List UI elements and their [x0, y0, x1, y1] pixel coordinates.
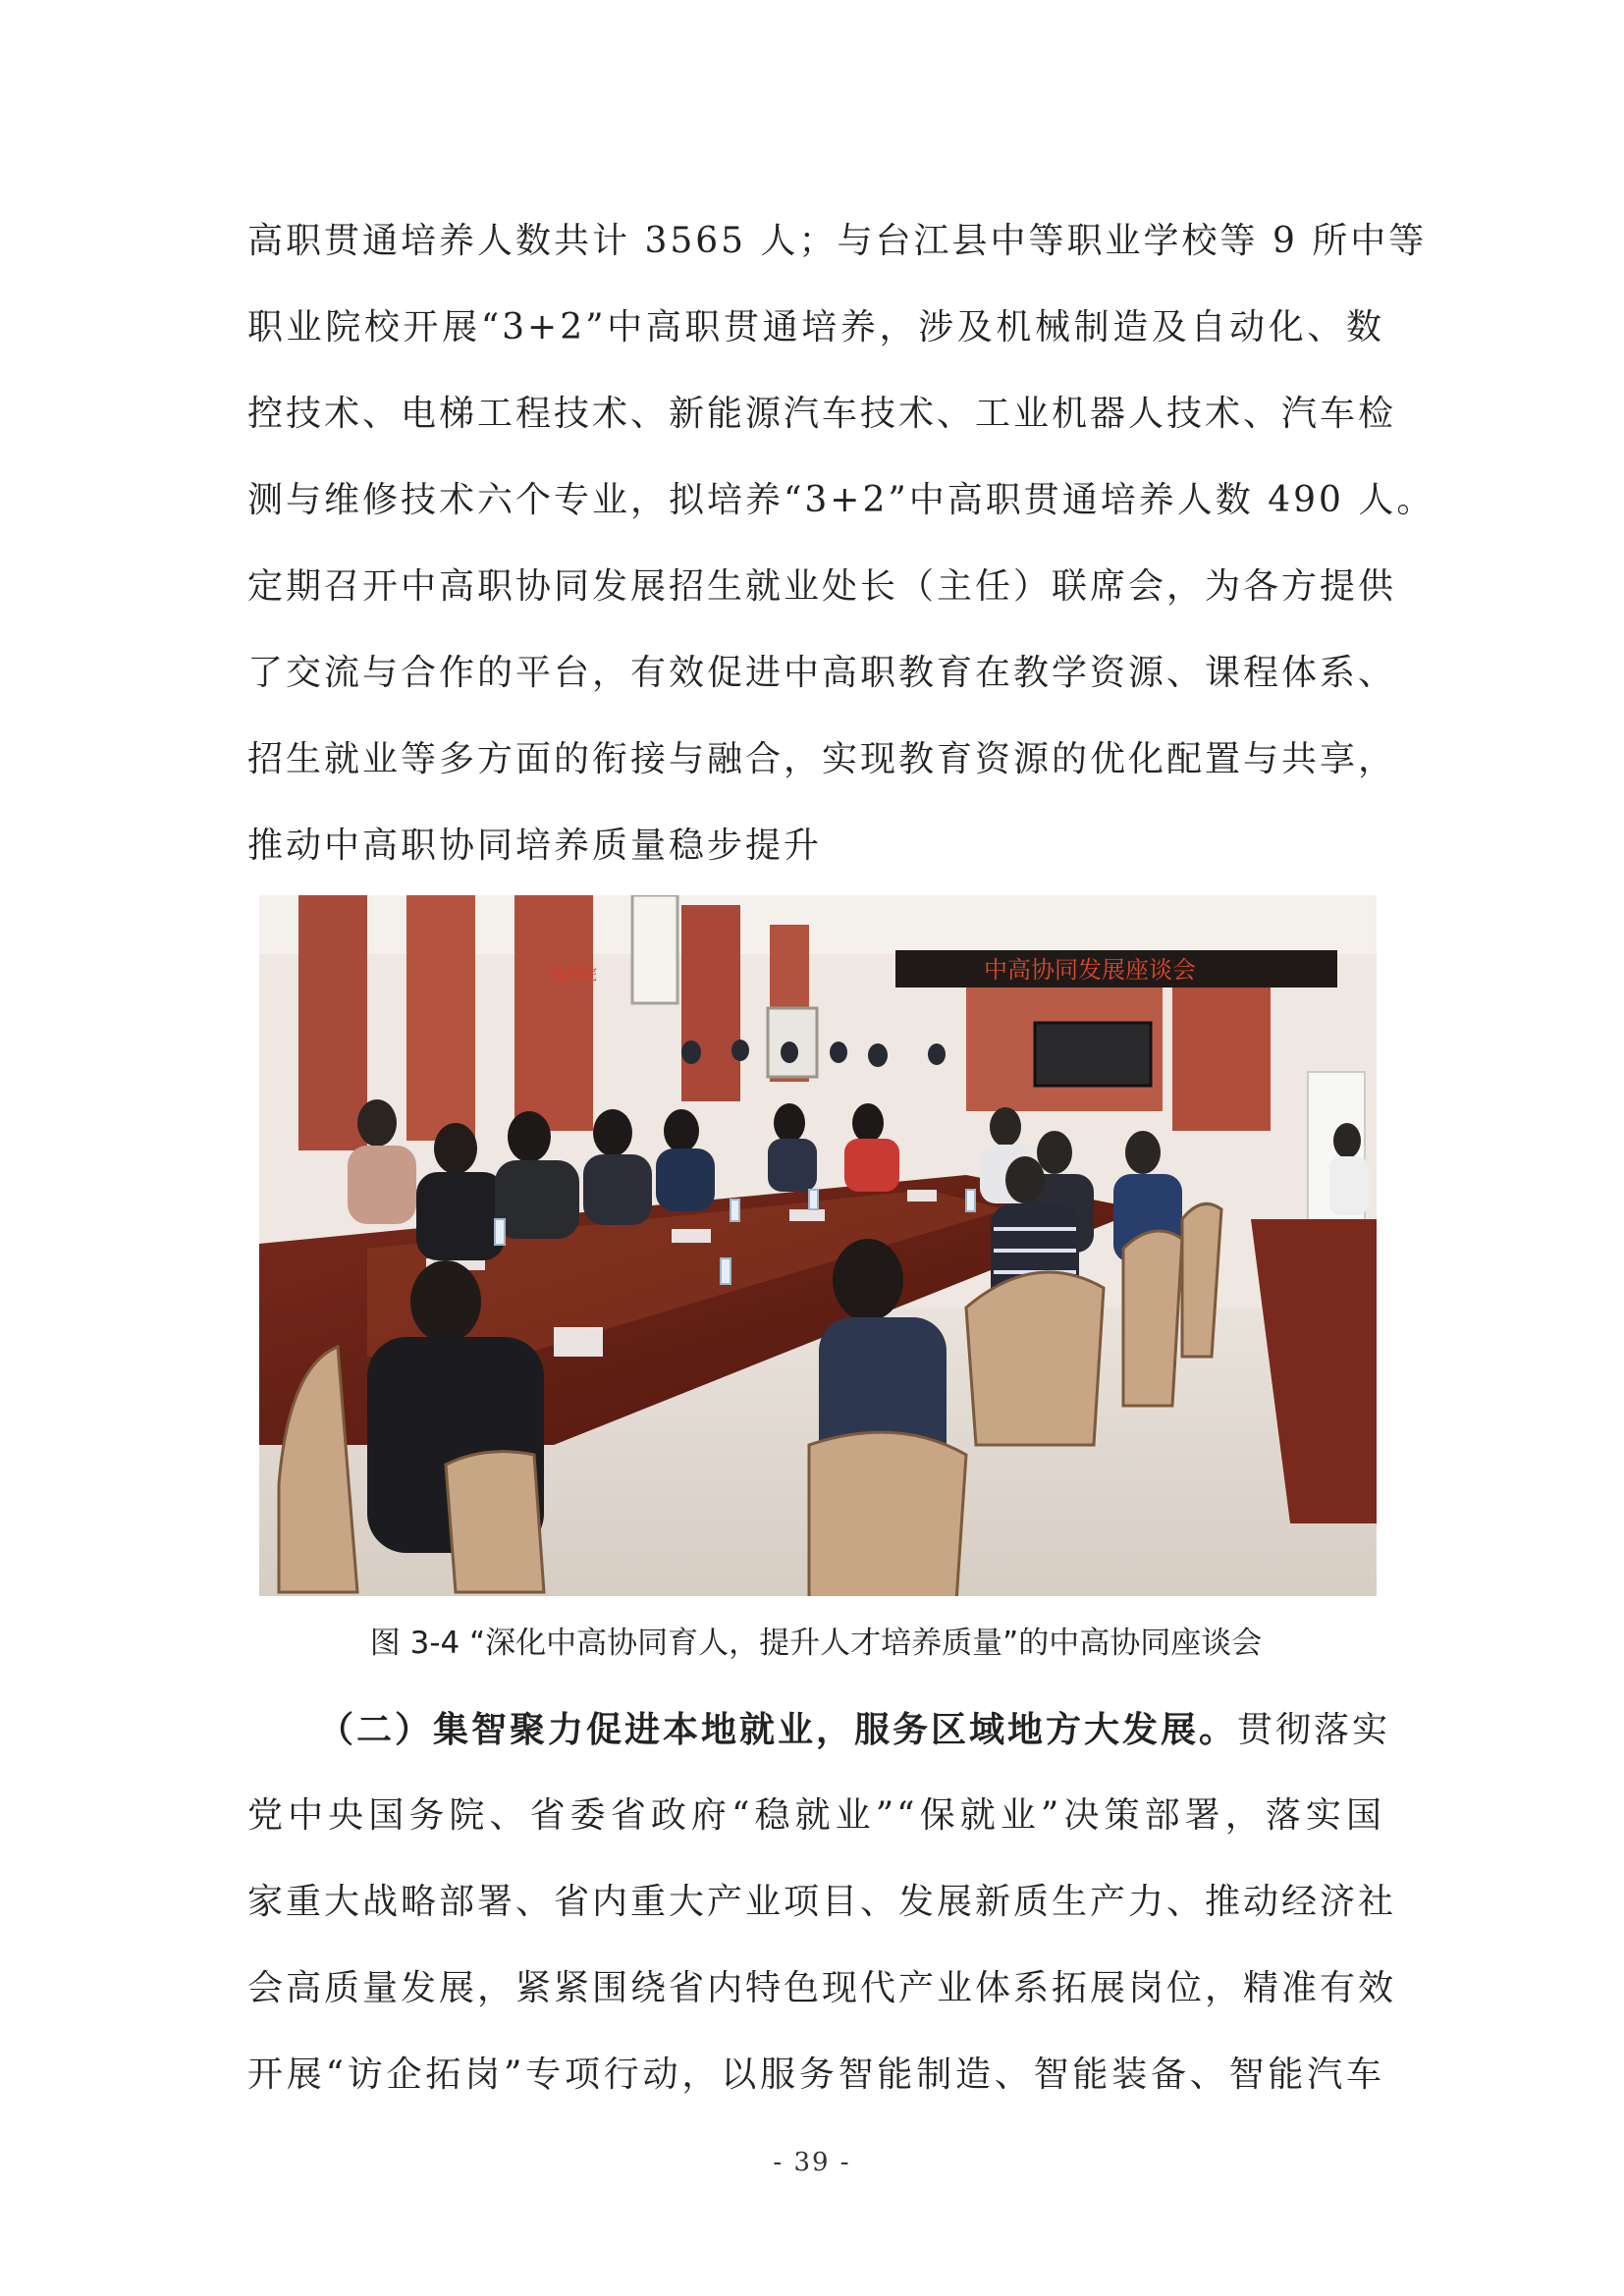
page-number: - 39 - [773, 2148, 851, 2177]
text-line: 开展“访企拓岗”专项行动，以服务智能制造、智能装备、智能汽车 [247, 2055, 1384, 2095]
meeting-photo-illustration [259, 895, 1377, 1596]
text-line: 控技术、电梯工程技术、新能源汽车技术、工业机器人技术、汽车检 [247, 394, 1397, 434]
text-line: 职业院校开展“3+2”中高职贯通培养，涉及机械制造及自动化、数 [247, 307, 1384, 347]
paragraph-employment [247, 1686, 1397, 2118]
section-heading-line [247, 1686, 1391, 1773]
text-line: 推动中高职协同培养质量稳步提升 [247, 826, 823, 866]
text-line: 高职贯通培养人数共计 3565 人；与台江县中等职业学校等 9 所中等 [247, 221, 1428, 261]
text-line: 了交流与合作的平台，有效促进中高职教育在教学资源、课程体系、 [247, 653, 1397, 693]
text-line: 测与维修技术六个专业，拟培养“3+2”中高职贯通培养人数 490 人。 [247, 480, 1435, 520]
meeting-banner-led: 中高协同发展座谈会 [984, 956, 1196, 984]
text-line: 贯彻落实 [1237, 1710, 1391, 1750]
figure-caption: 图 3-4 “深化中高协同育人，提升人才培养质量”的中高协同座谈会 [369, 1626, 1263, 1661]
section-heading: （二）集智聚力促进本地就业，服务区域地方大发展。 [318, 1709, 1238, 1750]
nameplate-sign: 福利院 [550, 965, 598, 984]
text-line: 招生就业等多方面的衔接与融合，实现教育资源的优化配置与共享， [247, 739, 1397, 779]
text-line: 定期召开中高职协同发展招生就业处长（主任）联席会，为各方提供 [247, 566, 1397, 607]
meeting-photo [259, 895, 1377, 1596]
paragraph-vocational-pipeline [247, 198, 1435, 889]
text-line: 会高质量发展，紧紧围绕省内特色现代产业体系拓展岗位，精准有效 [247, 1968, 1397, 2008]
text-line: 党中央国务院、省委省政府“稳就业”“保就业”决策部署，落实国 [247, 1795, 1384, 1836]
text-line: 家重大战略部署、省内重大产业项目、发展新质生产力、推动经济社 [247, 1882, 1397, 1922]
